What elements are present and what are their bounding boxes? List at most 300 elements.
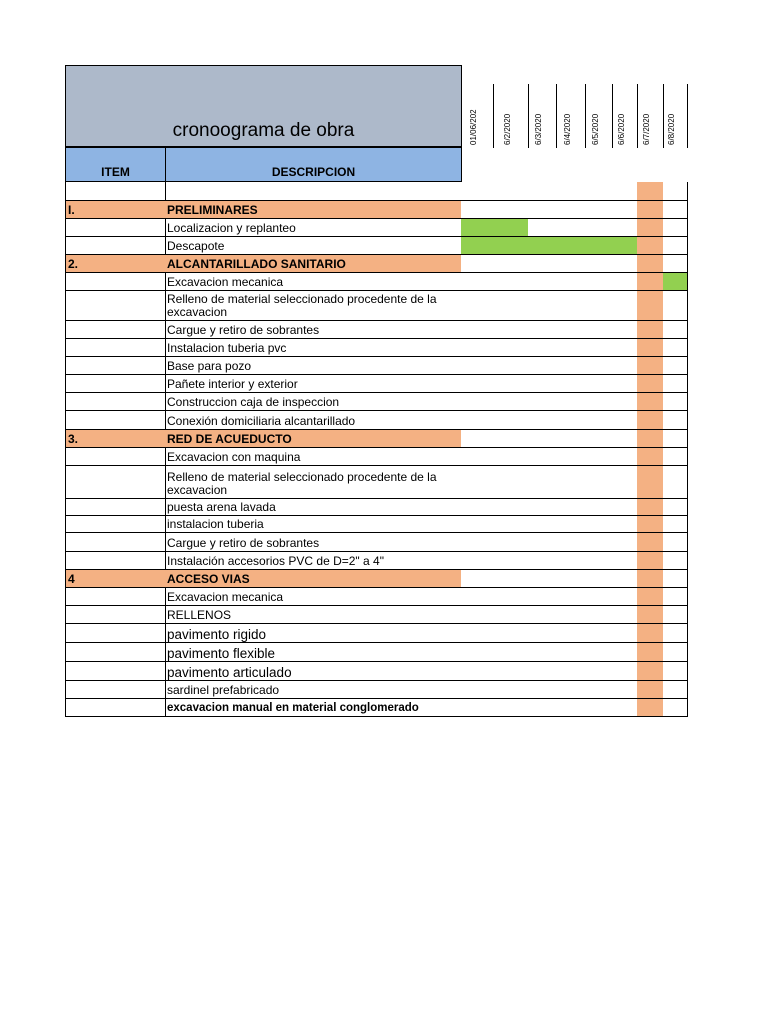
- gantt-cell[interactable]: [612, 499, 638, 516]
- task-row: [65, 499, 688, 516]
- gantt-cell[interactable]: [637, 516, 664, 533]
- gantt-cell[interactable]: [585, 516, 613, 533]
- gantt-cell[interactable]: [461, 588, 494, 606]
- description-cell[interactable]: [165, 393, 462, 411]
- gantt-cell[interactable]: [493, 273, 529, 291]
- description-cell[interactable]: [165, 430, 462, 448]
- gantt-cell[interactable]: [528, 624, 557, 643]
- gantt-cell[interactable]: [663, 681, 688, 699]
- gantt-cell[interactable]: [637, 273, 664, 291]
- gantt-cell[interactable]: [493, 375, 529, 393]
- gantt-cell[interactable]: [585, 552, 613, 570]
- date-column-header: [493, 84, 529, 148]
- gantt-cell[interactable]: [528, 699, 557, 717]
- gantt-cell[interactable]: [461, 339, 494, 357]
- gantt-cell[interactable]: [493, 516, 529, 533]
- gantt-cell[interactable]: [528, 516, 557, 533]
- gantt-cell[interactable]: [585, 466, 613, 499]
- item-cell[interactable]: [65, 681, 166, 699]
- gantt-cell[interactable]: [612, 662, 638, 681]
- gantt-cell[interactable]: [585, 430, 613, 448]
- date-column-header: [585, 84, 613, 148]
- gantt-cell[interactable]: [663, 662, 688, 681]
- task-row: [65, 466, 688, 499]
- description-cell[interactable]: [165, 466, 462, 499]
- gantt-cell[interactable]: [461, 533, 494, 552]
- gantt-cell[interactable]: [637, 662, 664, 681]
- description-cell[interactable]: [165, 448, 462, 466]
- gantt-cell[interactable]: [612, 681, 638, 699]
- description-cell[interactable]: [165, 255, 462, 273]
- gantt-cell[interactable]: [663, 699, 688, 717]
- gantt-cell[interactable]: [556, 662, 586, 681]
- gantt-cell[interactable]: [585, 273, 613, 291]
- gantt-cell[interactable]: [637, 237, 664, 255]
- gantt-cell[interactable]: [556, 588, 586, 606]
- item-cell[interactable]: [65, 624, 166, 643]
- gantt-cell[interactable]: [493, 339, 529, 357]
- gantt-cell[interactable]: [663, 219, 688, 237]
- gantt-bar[interactable]: [493, 237, 529, 255]
- gantt-cell[interactable]: [556, 448, 586, 466]
- gantt-cell[interactable]: [528, 411, 557, 430]
- gantt-cell[interactable]: [556, 273, 586, 291]
- gantt-cell[interactable]: [663, 552, 688, 570]
- gantt-cell[interactable]: [663, 466, 688, 499]
- gantt-cell[interactable]: [585, 606, 613, 624]
- description-cell[interactable]: [165, 624, 462, 643]
- gantt-cell[interactable]: [493, 321, 529, 339]
- gantt-cell[interactable]: [637, 411, 664, 430]
- gantt-cell[interactable]: [612, 291, 638, 321]
- gantt-cell[interactable]: [556, 291, 586, 321]
- gantt-cell[interactable]: [556, 643, 586, 662]
- gantt-cell[interactable]: [493, 588, 529, 606]
- gantt-cell[interactable]: [528, 219, 557, 237]
- gantt-cell[interactable]: [637, 588, 664, 606]
- description-cell[interactable]: [165, 499, 462, 516]
- gantt-cell[interactable]: [585, 182, 613, 201]
- gantt-cell[interactable]: [461, 430, 494, 448]
- gantt-cell[interactable]: [528, 499, 557, 516]
- gantt-cell[interactable]: [528, 448, 557, 466]
- gantt-cell[interactable]: [528, 201, 557, 219]
- gantt-cell[interactable]: [637, 448, 664, 466]
- gantt-cell[interactable]: [663, 357, 688, 375]
- item-cell[interactable]: [65, 219, 166, 237]
- gantt-cell[interactable]: [493, 662, 529, 681]
- item-cell[interactable]: [65, 255, 166, 273]
- gantt-cell[interactable]: [461, 291, 494, 321]
- description-text: RELLENOS: [167, 608, 232, 622]
- gantt-cell[interactable]: [663, 516, 688, 533]
- item-cell[interactable]: [65, 552, 166, 570]
- gantt-cell[interactable]: [528, 643, 557, 662]
- gantt-cell[interactable]: [493, 570, 529, 588]
- gantt-cell[interactable]: [637, 681, 664, 699]
- gantt-cell[interactable]: [637, 499, 664, 516]
- gantt-cell[interactable]: [493, 499, 529, 516]
- gantt-cell[interactable]: [585, 339, 613, 357]
- description-cell[interactable]: [165, 411, 462, 430]
- gantt-cell[interactable]: [663, 448, 688, 466]
- item-cell[interactable]: [65, 201, 166, 219]
- gantt-cell[interactable]: [556, 375, 586, 393]
- gantt-cell[interactable]: [493, 552, 529, 570]
- gantt-cell[interactable]: [556, 339, 586, 357]
- gantt-cell[interactable]: [528, 552, 557, 570]
- gantt-cell[interactable]: [637, 533, 664, 552]
- gantt-cell[interactable]: [461, 662, 494, 681]
- task-row: [65, 699, 688, 717]
- gantt-cell[interactable]: [637, 321, 664, 339]
- gantt-cell[interactable]: [612, 219, 638, 237]
- gantt-cell[interactable]: [612, 375, 638, 393]
- item-cell[interactable]: [65, 237, 166, 255]
- gantt-cell[interactable]: [493, 699, 529, 717]
- gantt-cell[interactable]: [461, 516, 494, 533]
- gantt-cell[interactable]: [612, 570, 638, 588]
- gantt-bar[interactable]: [461, 219, 494, 237]
- gantt-cell[interactable]: [663, 430, 688, 448]
- gantt-cell[interactable]: [556, 570, 586, 588]
- gantt-cell[interactable]: [461, 643, 494, 662]
- gantt-cell[interactable]: [612, 466, 638, 499]
- description-cell[interactable]: [165, 552, 462, 570]
- gantt-cell[interactable]: [585, 393, 613, 411]
- gantt-cell[interactable]: [461, 411, 494, 430]
- gantt-cell[interactable]: [663, 375, 688, 393]
- item-cell[interactable]: [65, 588, 166, 606]
- gantt-bar[interactable]: [528, 237, 557, 255]
- gantt-cell[interactable]: [612, 552, 638, 570]
- description-text: excavacion manual en material conglomerado: [167, 702, 419, 714]
- gantt-cell[interactable]: [493, 255, 529, 273]
- gantt-cell[interactable]: [612, 430, 638, 448]
- gantt-cell[interactable]: [556, 681, 586, 699]
- gantt-cell[interactable]: [663, 499, 688, 516]
- gantt-cell[interactable]: [528, 357, 557, 375]
- description-text: Descapote: [167, 239, 225, 253]
- gantt-cell[interactable]: [528, 255, 557, 273]
- gantt-bar[interactable]: [493, 219, 529, 237]
- item-cell[interactable]: [65, 393, 166, 411]
- gantt-cell[interactable]: [556, 201, 586, 219]
- gantt-bar[interactable]: [663, 273, 688, 291]
- gantt-cell[interactable]: [612, 201, 638, 219]
- gantt-cell[interactable]: [585, 357, 613, 375]
- item-cell[interactable]: [65, 339, 166, 357]
- description-cell[interactable]: [165, 291, 462, 321]
- description-cell[interactable]: [165, 588, 462, 606]
- item-cell[interactable]: [65, 321, 166, 339]
- gantt-cell[interactable]: [663, 201, 688, 219]
- gantt-cell[interactable]: [663, 321, 688, 339]
- item-cell[interactable]: [65, 291, 166, 321]
- gantt-cell[interactable]: [493, 357, 529, 375]
- description-cell[interactable]: [165, 273, 462, 291]
- gantt-cell[interactable]: [493, 448, 529, 466]
- gantt-cell[interactable]: [493, 643, 529, 662]
- gantt-cell[interactable]: [637, 201, 664, 219]
- gantt-cell[interactable]: [612, 339, 638, 357]
- gantt-cell[interactable]: [556, 533, 586, 552]
- description-cell[interactable]: [165, 699, 462, 717]
- gantt-cell[interactable]: [637, 393, 664, 411]
- gantt-cell[interactable]: [612, 182, 638, 201]
- item-cell[interactable]: [65, 357, 166, 375]
- gantt-cell[interactable]: [461, 499, 494, 516]
- gantt-cell[interactable]: [612, 448, 638, 466]
- gantt-cell[interactable]: [461, 624, 494, 643]
- description-cell[interactable]: [165, 516, 462, 533]
- gantt-cell[interactable]: [585, 201, 613, 219]
- gantt-cell[interactable]: [612, 357, 638, 375]
- gantt-cell[interactable]: [528, 321, 557, 339]
- description-cell[interactable]: [165, 237, 462, 255]
- gantt-cell[interactable]: [556, 321, 586, 339]
- item-cell[interactable]: [65, 448, 166, 466]
- description-cell[interactable]: [165, 182, 462, 201]
- sheet-title: cronoograma de obra: [172, 120, 355, 141]
- gantt-cell[interactable]: [637, 430, 664, 448]
- gantt-cell[interactable]: [663, 588, 688, 606]
- item-cell[interactable]: [65, 375, 166, 393]
- gantt-cell[interactable]: [461, 681, 494, 699]
- gantt-cell[interactable]: [585, 699, 613, 717]
- description-cell[interactable]: [165, 643, 462, 662]
- description-text: Relleno de material seleccionado procedente de la excavacion: [167, 470, 437, 497]
- gantt-cell[interactable]: [528, 375, 557, 393]
- gantt-cell[interactable]: [528, 662, 557, 681]
- gantt-cell[interactable]: [637, 255, 664, 273]
- gantt-cell[interactable]: [461, 606, 494, 624]
- gantt-cell[interactable]: [612, 643, 638, 662]
- gantt-cell[interactable]: [493, 681, 529, 699]
- gantt-cell[interactable]: [612, 699, 638, 717]
- gantt-cell[interactable]: [461, 182, 494, 201]
- item-cell[interactable]: [65, 699, 166, 717]
- item-number: 2.: [68, 257, 79, 271]
- gantt-cell[interactable]: [556, 606, 586, 624]
- item-cell[interactable]: [65, 182, 166, 201]
- item-cell[interactable]: [65, 643, 166, 662]
- description-cell[interactable]: [165, 201, 462, 219]
- task-row: [65, 339, 688, 357]
- gantt-cell[interactable]: [612, 273, 638, 291]
- gantt-cell[interactable]: [612, 411, 638, 430]
- gantt-cell[interactable]: [528, 291, 557, 321]
- gantt-cell[interactable]: [585, 448, 613, 466]
- gantt-cell[interactable]: [637, 339, 664, 357]
- gantt-cell[interactable]: [528, 430, 557, 448]
- gantt-cell[interactable]: [493, 182, 529, 201]
- gantt-cell[interactable]: [637, 624, 664, 643]
- item-cell[interactable]: [65, 516, 166, 533]
- gantt-cell[interactable]: [528, 182, 557, 201]
- gantt-cell[interactable]: [663, 570, 688, 588]
- gantt-cell[interactable]: [585, 411, 613, 430]
- gantt-cell[interactable]: [585, 662, 613, 681]
- gantt-cell[interactable]: [461, 321, 494, 339]
- gantt-cell[interactable]: [556, 552, 586, 570]
- gantt-cell[interactable]: [663, 624, 688, 643]
- item-number: 4: [68, 572, 75, 586]
- description-cell[interactable]: [165, 321, 462, 339]
- description-text: Excavacion mecanica: [167, 590, 284, 604]
- gantt-cell[interactable]: [585, 291, 613, 321]
- description-cell[interactable]: [165, 219, 462, 237]
- description-cell[interactable]: [165, 339, 462, 357]
- gantt-cell[interactable]: [612, 588, 638, 606]
- gantt-cell[interactable]: [493, 201, 529, 219]
- description-cell[interactable]: [165, 375, 462, 393]
- task-row: [65, 624, 688, 643]
- gantt-cell[interactable]: [461, 448, 494, 466]
- gantt-cell[interactable]: [663, 411, 688, 430]
- gantt-cell[interactable]: [637, 552, 664, 570]
- gantt-cell[interactable]: [556, 255, 586, 273]
- task-row: [65, 321, 688, 339]
- gantt-cell[interactable]: [585, 255, 613, 273]
- section-row: [65, 201, 688, 219]
- item-cell[interactable]: [65, 533, 166, 552]
- gantt-cell[interactable]: [637, 291, 664, 321]
- gantt-cell[interactable]: [556, 466, 586, 499]
- gantt-cell[interactable]: [637, 606, 664, 624]
- gantt-cell[interactable]: [637, 357, 664, 375]
- gantt-cell[interactable]: [556, 357, 586, 375]
- description-cell[interactable]: [165, 662, 462, 681]
- gantt-cell[interactable]: [585, 499, 613, 516]
- gantt-cell[interactable]: [528, 588, 557, 606]
- item-cell[interactable]: [65, 570, 166, 588]
- gantt-cell[interactable]: [585, 570, 613, 588]
- gantt-cell[interactable]: [461, 393, 494, 411]
- gantt-cell[interactable]: [637, 466, 664, 499]
- gantt-cell[interactable]: [556, 499, 586, 516]
- gantt-bar[interactable]: [612, 237, 638, 255]
- gantt-cell[interactable]: [663, 255, 688, 273]
- gantt-cell[interactable]: [461, 273, 494, 291]
- gantt-cell[interactable]: [612, 533, 638, 552]
- description-cell[interactable]: [165, 606, 462, 624]
- item-cell[interactable]: [65, 411, 166, 430]
- item-cell[interactable]: [65, 273, 166, 291]
- item-cell[interactable]: [65, 606, 166, 624]
- gantt-cell[interactable]: [493, 411, 529, 430]
- description-cell[interactable]: [165, 681, 462, 699]
- gantt-cell[interactable]: [461, 201, 494, 219]
- gantt-cell[interactable]: [461, 375, 494, 393]
- gantt-cell[interactable]: [663, 182, 688, 201]
- gantt-cell[interactable]: [528, 466, 557, 499]
- gantt-cell[interactable]: [663, 643, 688, 662]
- item-header-label: ITEM: [101, 165, 130, 179]
- item-cell[interactable]: [65, 662, 166, 681]
- gantt-cell[interactable]: [556, 393, 586, 411]
- gantt-cell[interactable]: [585, 588, 613, 606]
- gantt-cell[interactable]: [637, 570, 664, 588]
- gantt-cell[interactable]: [585, 643, 613, 662]
- gantt-cell[interactable]: [612, 393, 638, 411]
- gantt-bar[interactable]: [585, 237, 613, 255]
- description-cell[interactable]: [165, 533, 462, 552]
- gantt-cell[interactable]: [637, 182, 664, 201]
- gantt-cell[interactable]: [556, 699, 586, 717]
- gantt-cell[interactable]: [528, 681, 557, 699]
- gantt-cell[interactable]: [612, 255, 638, 273]
- gantt-cell[interactable]: [663, 393, 688, 411]
- gantt-cell[interactable]: [663, 606, 688, 624]
- gantt-cell[interactable]: [461, 552, 494, 570]
- gantt-cell[interactable]: [493, 393, 529, 411]
- gantt-bar[interactable]: [461, 237, 494, 255]
- gantt-cell[interactable]: [556, 624, 586, 643]
- gantt-cell[interactable]: [528, 533, 557, 552]
- gantt-cell[interactable]: [585, 375, 613, 393]
- gantt-cell[interactable]: [637, 219, 664, 237]
- gantt-cell[interactable]: [663, 237, 688, 255]
- gantt-cell[interactable]: [663, 339, 688, 357]
- gantt-cell[interactable]: [493, 606, 529, 624]
- gantt-cell[interactable]: [556, 219, 586, 237]
- gantt-cell[interactable]: [612, 516, 638, 533]
- item-cell[interactable]: [65, 499, 166, 516]
- gantt-cell[interactable]: [493, 430, 529, 448]
- item-cell[interactable]: [65, 466, 166, 499]
- gantt-cell[interactable]: [493, 533, 529, 552]
- gantt-cell[interactable]: [637, 699, 664, 717]
- description-cell[interactable]: [165, 570, 462, 588]
- gantt-cell[interactable]: [585, 533, 613, 552]
- gantt-cell[interactable]: [556, 516, 586, 533]
- gantt-cell[interactable]: [493, 291, 529, 321]
- gantt-cell[interactable]: [461, 255, 494, 273]
- gantt-cell[interactable]: [663, 533, 688, 552]
- description-cell[interactable]: [165, 357, 462, 375]
- gantt-cell[interactable]: [556, 182, 586, 201]
- gantt-cell[interactable]: [585, 321, 613, 339]
- gantt-cell[interactable]: [612, 606, 638, 624]
- gantt-cell[interactable]: [612, 624, 638, 643]
- gantt-cell[interactable]: [585, 624, 613, 643]
- gantt-cell[interactable]: [585, 681, 613, 699]
- gantt-cell[interactable]: [585, 219, 613, 237]
- gantt-cell[interactable]: [556, 430, 586, 448]
- gantt-cell[interactable]: [461, 357, 494, 375]
- gantt-cell[interactable]: [612, 321, 638, 339]
- gantt-cell[interactable]: [528, 339, 557, 357]
- item-cell[interactable]: [65, 430, 166, 448]
- gantt-cell[interactable]: [461, 570, 494, 588]
- gantt-cell[interactable]: [461, 699, 494, 717]
- gantt-cell[interactable]: [528, 273, 557, 291]
- gantt-cell[interactable]: [637, 375, 664, 393]
- gantt-cell[interactable]: [493, 466, 529, 499]
- gantt-cell[interactable]: [637, 643, 664, 662]
- gantt-bar[interactable]: [556, 237, 586, 255]
- item-number: 3.: [68, 432, 79, 446]
- gantt-cell[interactable]: [663, 291, 688, 321]
- gantt-cell[interactable]: [493, 624, 529, 643]
- gantt-cell[interactable]: [528, 570, 557, 588]
- gantt-cell[interactable]: [461, 466, 494, 499]
- gantt-cell[interactable]: [528, 393, 557, 411]
- item-column-header: [65, 147, 166, 182]
- gantt-cell[interactable]: [556, 411, 586, 430]
- gantt-cell[interactable]: [528, 606, 557, 624]
